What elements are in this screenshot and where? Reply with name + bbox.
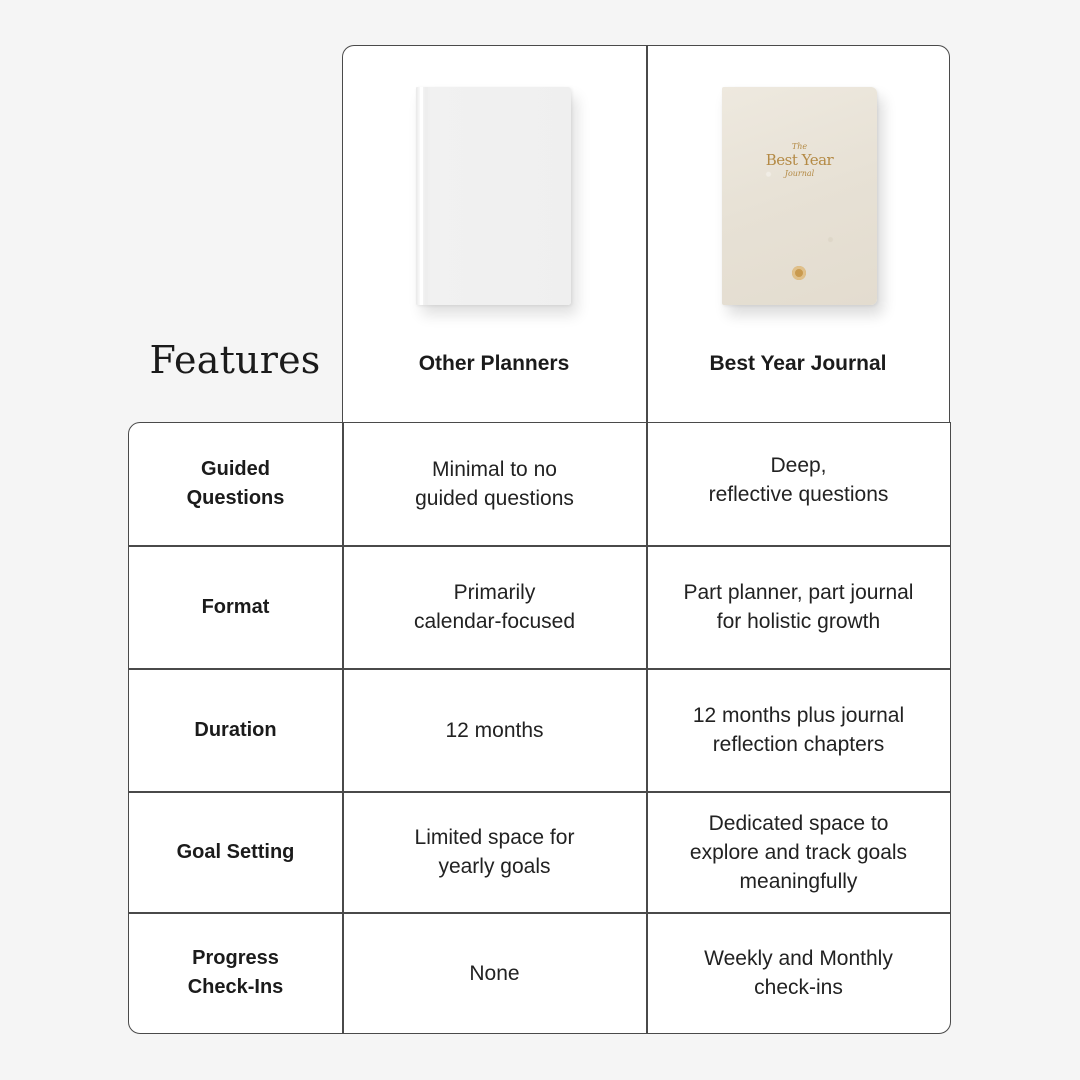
other-planners-value: Minimal to no guided questions [415,458,574,510]
best-year-journal-value: Part planner, part journal for holistic growth [683,581,914,633]
feature-label: Progress Check-Ins [187,947,284,998]
feature-label: Format [201,595,270,618]
features-title: Features [149,338,321,382]
other-planners-value: Limited space for yearly goals [414,826,575,878]
comparison-table [128,422,951,1034]
best-year-journal-value: Deep, reflective questions [708,454,889,506]
plain-planner-book-image [416,87,571,305]
journal-cover-subtitle: Journal [784,169,815,178]
best-year-journal-value: Dedicated space to explore and track goals meaningfully [689,811,908,893]
best-year-journal-value: 12 months plus journal reflection chapters [692,704,905,756]
other-planners-value: Primarily calendar-focused [413,581,576,633]
feature-label: Goal Setting [176,840,295,863]
best-year-journal-book-image [722,87,877,305]
column-header-other-planners: Other Planners [418,352,570,375]
feature-label: Duration [194,718,277,741]
column-header-best-year-journal: Best Year Journal [709,352,887,375]
other-planners-value: None [469,961,520,985]
best-year-journal-value: Weekly and Monthly check-ins [704,947,893,999]
journal-emblem-icon [792,266,806,280]
book-edge [420,87,423,305]
journal-cover-title: Best Year [765,151,834,169]
feature-label: Guided Questions [186,458,285,509]
other-planners-value: 12 months [445,718,544,742]
journal-cover-the: The [791,142,808,151]
